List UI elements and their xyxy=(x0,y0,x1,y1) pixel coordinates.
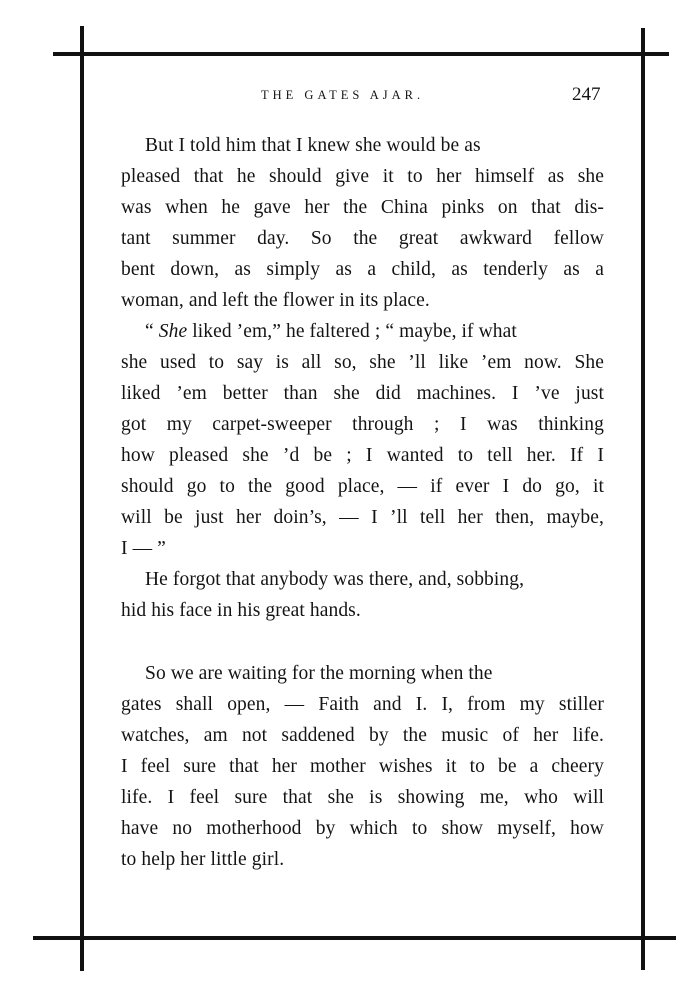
text-line: So we are waiting for the morning when the xyxy=(145,663,493,684)
text-line: liked ’em better than she did machines. I ’ve just xyxy=(121,383,604,404)
text-line: pleased that he should give it to her himself as she xyxy=(121,166,604,187)
border-rule-top xyxy=(53,52,669,56)
border-rule-bottom xyxy=(33,936,676,940)
text-line: gates shall open, — Faith and I. I, from my stiller xyxy=(121,694,604,715)
border-rule-left xyxy=(80,26,84,971)
text-line: But I told him that I knew she would be as xyxy=(145,135,481,156)
text-line: got my carpet-sweeper through ; I was thinking xyxy=(121,414,604,435)
text-line: watches, am not saddened by the music of her life. xyxy=(121,725,604,746)
text-line: how pleased she ’d be ; I wanted to tell her. If I xyxy=(121,445,604,466)
border-rule-right xyxy=(641,28,645,970)
text-line: I — ” xyxy=(121,538,166,559)
text-line xyxy=(145,320,604,344)
text-fragment: liked ’em,” he faltered ; “ maybe, if what xyxy=(187,321,517,342)
page-number: 247 xyxy=(572,84,601,105)
running-header xyxy=(0,86,691,110)
text-line: life. I feel sure that she is showing me, who will xyxy=(121,787,604,808)
text-line: hid his face in his great hands. xyxy=(121,600,361,621)
text-line: bent down, as simply as a child, as tenderly as a xyxy=(121,259,604,280)
italic-word: She xyxy=(158,321,188,342)
open-quote: “ xyxy=(145,321,154,342)
text-line: tant summer day. So the great awkward fellow xyxy=(121,228,604,249)
text-line: woman, and left the flower in its place. xyxy=(121,290,430,311)
text-line: to help her little girl. xyxy=(121,849,285,870)
text-line: was when he gave her the China pinks on that dis- xyxy=(121,197,604,218)
text-line: I feel sure that her mother wishes it to be a cheery xyxy=(121,756,604,777)
text-line: have no motherhood by which to show myself, how xyxy=(121,818,604,839)
text-line: she used to say is all so, she ’ll like ’em now. She xyxy=(121,352,604,373)
text-line: will be just her doin’s, — I ’ll tell her then, maybe, xyxy=(121,507,604,528)
running-title: THE GATES AJAR. xyxy=(261,88,425,102)
text-line: He forgot that anybody was there, and, sobbing, xyxy=(145,569,525,590)
text-line: should go to the good place, — if ever I do go, it xyxy=(121,476,604,497)
